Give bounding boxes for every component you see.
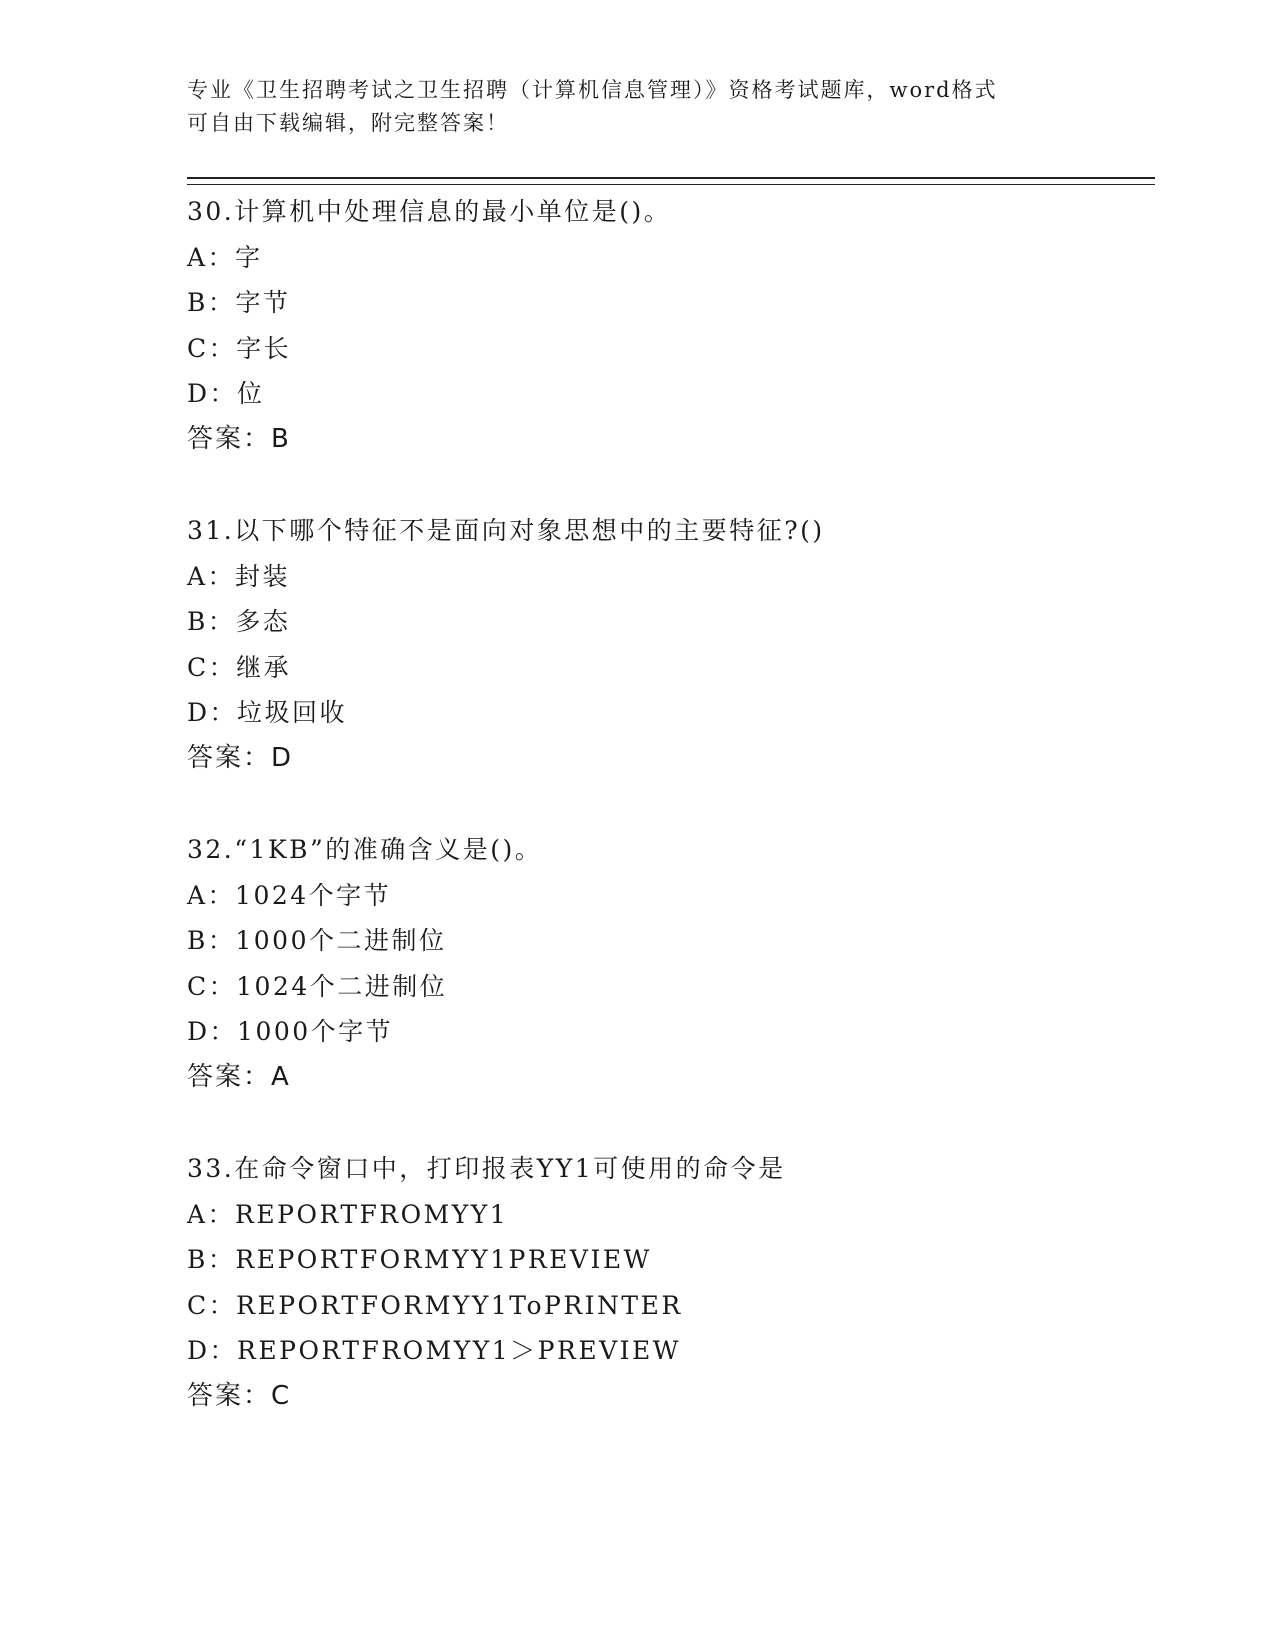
header-divider-thin (187, 184, 1155, 185)
document-header (187, 74, 1087, 140)
header-line-1: 专业《卫生招聘考试之卫生招聘（计算机信息管理）》资格考试题库，word格式 (187, 78, 998, 102)
question-31 (187, 508, 1147, 781)
option-c: C：1024个二进制位 (187, 971, 448, 1001)
option-c: C：字长 (187, 333, 292, 363)
option-d: D：位 (187, 379, 265, 408)
option-a: A：1024个字节 (187, 880, 392, 910)
answer-key: 答案：A (187, 1061, 291, 1092)
option-a: A：封装 (187, 561, 291, 591)
option-a: A：REPORTFROMYY1 (187, 1199, 509, 1229)
answer-key: 答案：C (187, 1380, 292, 1411)
option-c: C：继承 (187, 652, 292, 682)
question-stem: 32.“1KB”的准确含义是()。 (187, 835, 543, 864)
option-b: B：字节 (187, 288, 291, 317)
answer-key: 答案：D (187, 742, 294, 773)
option-d: D：垃圾回收 (187, 698, 348, 727)
option-b: B：REPORTFORMYY1PREVIEW (187, 1245, 652, 1274)
header-divider-thick (187, 177, 1155, 179)
option-d: D：REPORTFROMYY1＞PREVIEW (187, 1336, 681, 1365)
header-line-2: 可自由下载编辑，附完整答案！ (187, 111, 509, 135)
question-30 (187, 189, 1147, 462)
question-stem: 31.以下哪个特征不是面向对象思想中的主要特征?() (187, 516, 825, 545)
answer-key: 答案：B (187, 423, 291, 454)
question-stem: 33.在命令窗口中，打印报表YY1可使用的命令是 (187, 1154, 786, 1183)
option-a: A：字 (187, 242, 263, 272)
option-b: B：多态 (187, 607, 291, 636)
question-33 (187, 1146, 1147, 1419)
option-b: B：1000个二进制位 (187, 926, 447, 955)
question-32 (187, 827, 1147, 1100)
option-d: D：1000个字节 (187, 1017, 394, 1046)
option-c: C：REPORTFORMYY1ToPRINTER (187, 1290, 683, 1320)
question-stem: 30.计算机中处理信息的最小单位是()。 (187, 197, 672, 226)
